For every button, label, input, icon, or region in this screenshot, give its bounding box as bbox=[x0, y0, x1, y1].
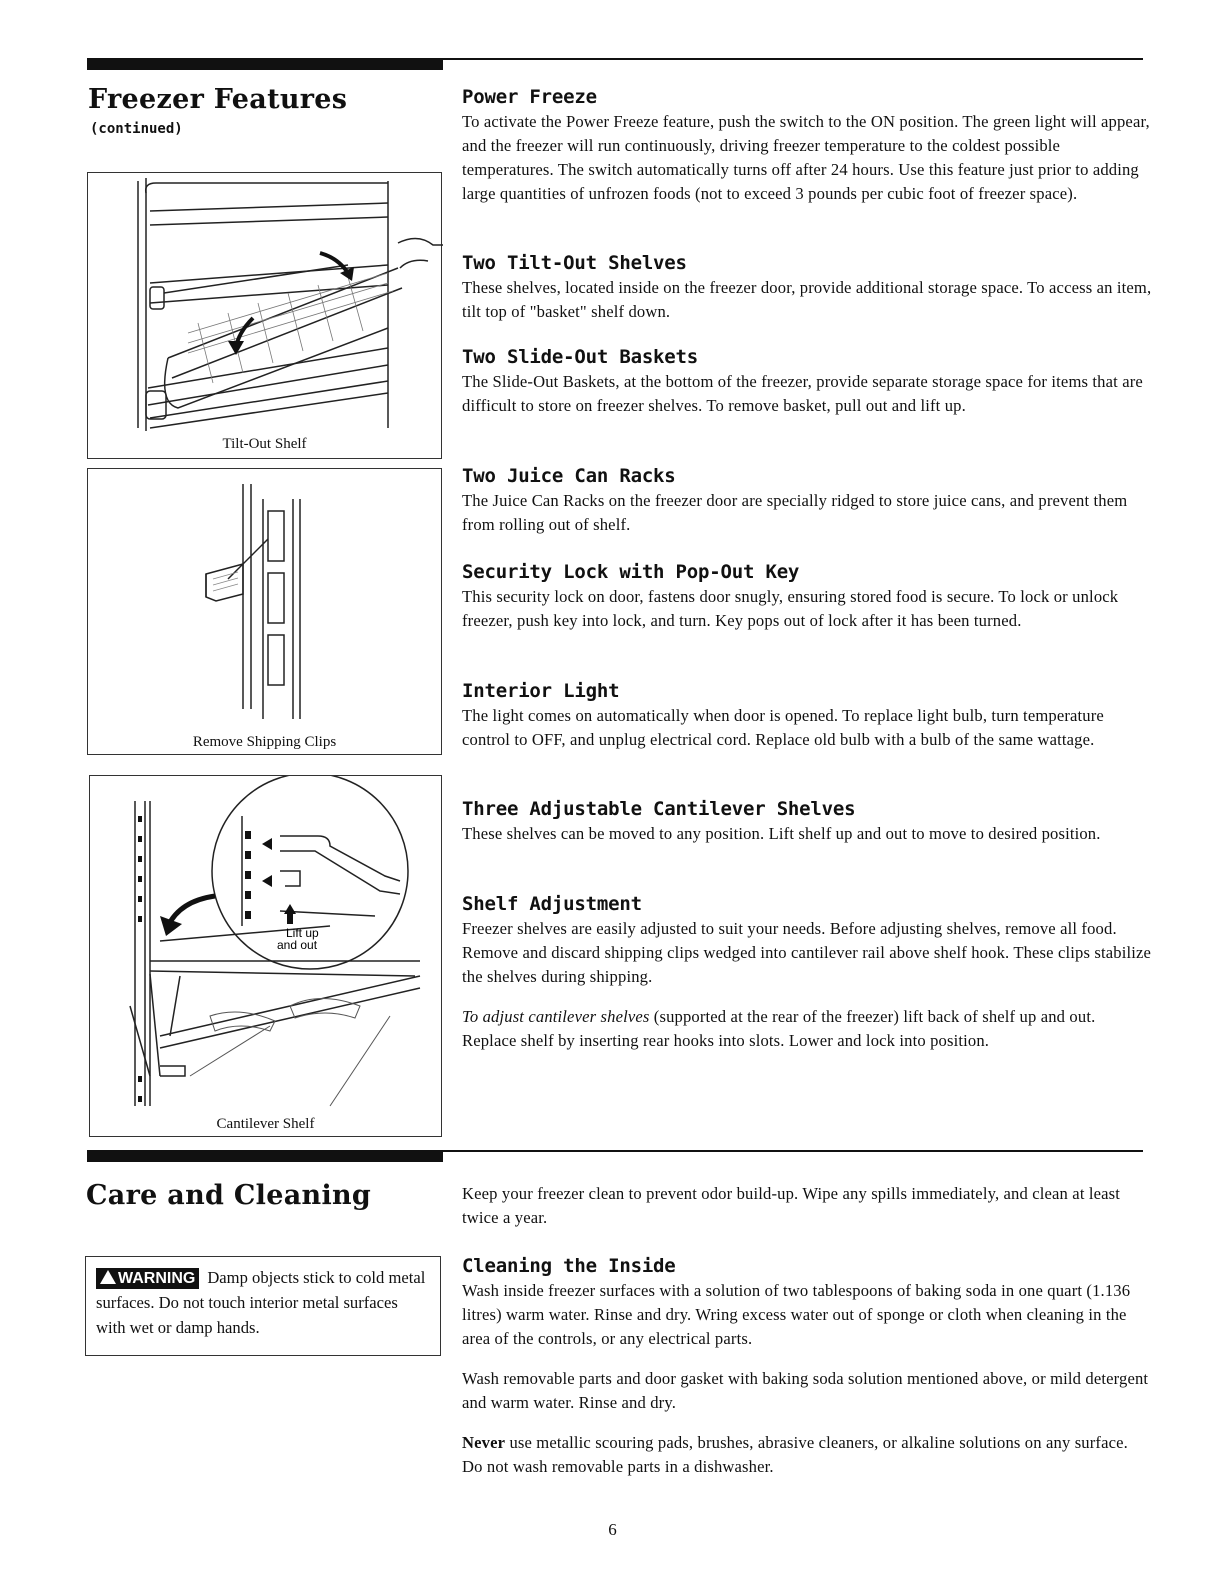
care-cleaning-inside bbox=[462, 1255, 1152, 1479]
figure-remove-shipping-clips bbox=[87, 468, 442, 755]
italic-lead: To adjust cantilever shelves bbox=[462, 1007, 650, 1026]
feature-cantilever-shelves bbox=[462, 798, 1152, 846]
top-rule-thin bbox=[443, 58, 1143, 60]
never-rest: use metallic scouring pads, brushes, abrasive cleaners, or alkaline solutions on any surface. Do not wash removable parts in a dishwasher. bbox=[462, 1433, 1128, 1476]
figure-caption-shipping-clips: Remove Shipping Clips bbox=[192, 734, 337, 750]
section-title-freezer-features: Freezer Features bbox=[88, 84, 348, 115]
feature-text-italic-intro bbox=[462, 1005, 1152, 1053]
care-intro-text: Keep your freezer clean to prevent odor build-up. Wipe any spills immediately, and clean at least twice a year. bbox=[462, 1184, 1121, 1227]
feature-text: The Slide-Out Baskets, at the bottom of the freezer, provide separate storage space for items that are difficult to store on freezer shelves. To remove basket, pull out and lift up. bbox=[462, 372, 1143, 415]
lift-label-line2: and out bbox=[277, 938, 318, 952]
top-rule-thick bbox=[87, 58, 443, 70]
feature-text: This security lock on door, fastens door snugly, ensuring stored food is secure. To lock or unlock freezer, push key into lock, and turn. Key pops out of lock after it has been turned. bbox=[462, 587, 1119, 630]
feature-security-lock bbox=[462, 561, 1152, 633]
warning-box bbox=[85, 1256, 441, 1356]
care-inside-p1: Wash inside freezer surfaces with a solution of two tablespoons of baking soda in one quart (1.136 litres) warm water. Rinse and dry. Wring excess water out of sponge or cloth when cleaning in the area of the controls, or any electrical parts. bbox=[462, 1281, 1131, 1348]
lift-label-line1: Lift up bbox=[286, 926, 319, 940]
care-inside-heading: Cleaning the Inside bbox=[462, 1255, 676, 1277]
warning-badge bbox=[96, 1268, 199, 1289]
care-inside-p2: Wash removable parts and door gasket with baking soda solution mentioned above, or mild detergent and warm water. Rinse and dry. bbox=[462, 1369, 1149, 1412]
feature-heading: Three Adjustable Cantilever Shelves bbox=[462, 798, 856, 820]
tilt-out-shelf-illustration bbox=[88, 173, 443, 460]
care-rule-thick bbox=[87, 1150, 443, 1162]
feature-power-freeze bbox=[462, 86, 1152, 206]
shipping-clips-illustration bbox=[88, 469, 443, 756]
feature-heading: Security Lock with Pop-Out Key bbox=[462, 561, 800, 583]
feature-heading: Shelf Adjustment bbox=[462, 893, 642, 915]
feature-slide-out-baskets bbox=[462, 346, 1152, 418]
section-subtitle-continued: (continued) bbox=[90, 121, 183, 137]
care-inside-p3 bbox=[462, 1431, 1152, 1479]
feature-juice-can-racks bbox=[462, 465, 1152, 537]
feature-heading: Power Freeze bbox=[462, 86, 597, 108]
figure-caption-cantilever: Cantilever Shelf bbox=[216, 1116, 315, 1132]
feature-text: These shelves can be moved to any position. Lift shelf up and out to move to desired position. bbox=[462, 824, 1101, 843]
feature-text: The light comes on automatically when door is opened. To replace light bulb, turn temperature control to OFF, and unplug electrical cord. Replace old bulb with a bulb of the same wattage. bbox=[462, 706, 1104, 749]
section-title-care-cleaning: Care and Cleaning bbox=[86, 1180, 372, 1211]
feature-heading: Two Juice Can Racks bbox=[462, 465, 676, 487]
feature-interior-light bbox=[462, 680, 1152, 752]
figure-caption-tilt-out: Tilt-Out Shelf bbox=[222, 436, 307, 452]
feature-text: Freezer shelves are easily adjusted to suit your needs. Before adjusting shelves, remove all food. Remove and discard shipping clips wedged into cantilever rail above shelf hook. These clips stabilize the shelves during shipping. bbox=[462, 919, 1152, 986]
feature-text: The Juice Can Racks on the freezer door are specially ridged to store juice cans, and prevent them from rolling out of shelf. bbox=[462, 491, 1128, 534]
feature-heading: Interior Light bbox=[462, 680, 620, 702]
warning-triangle-icon bbox=[100, 1270, 116, 1284]
warning-label: WARNING bbox=[118, 1270, 196, 1287]
feature-shelf-adjustment bbox=[462, 893, 1152, 1053]
figure-cantilever-shelf bbox=[89, 775, 442, 1137]
feature-text: To activate the Power Freeze feature, push the switch to the ON position. The green light will appear, and the freezer will run continuously, driving freezer temperature to the coldest possible temperatures. The switch automatically turns off after 24 hours. Use this feature just prior to adding large quantities of unfrozen foods (not to exceed 3 pounds per cubic foot of freezer space). bbox=[462, 112, 1150, 203]
care-intro bbox=[462, 1182, 1152, 1230]
warning-text: Damp objects stick to cold metal surfaces. Do not touch interior metal surfaces with wet or damp hands. bbox=[96, 1268, 426, 1337]
page-number: 6 bbox=[608, 1520, 617, 1539]
feature-tilt-out-shelves bbox=[462, 252, 1152, 324]
feature-heading: Two Slide-Out Baskets bbox=[462, 346, 699, 368]
figure-tilt-out-shelf bbox=[87, 172, 442, 459]
feature-text: These shelves, located inside on the freezer door, provide additional storage space. To access an item, tilt top of "basket" shelf down. bbox=[462, 278, 1152, 321]
feature-text-rest: (supported at the rear of the freezer) lift back of shelf up and out. Replace shelf by inserting rear hooks into slots. Lower and lock into position. bbox=[462, 1007, 1096, 1050]
cantilever-shelf-illustration bbox=[90, 776, 443, 1138]
care-rule-thin bbox=[443, 1150, 1143, 1152]
feature-heading: Two Tilt-Out Shelves bbox=[462, 252, 687, 274]
never-bold: Never bbox=[462, 1433, 506, 1452]
